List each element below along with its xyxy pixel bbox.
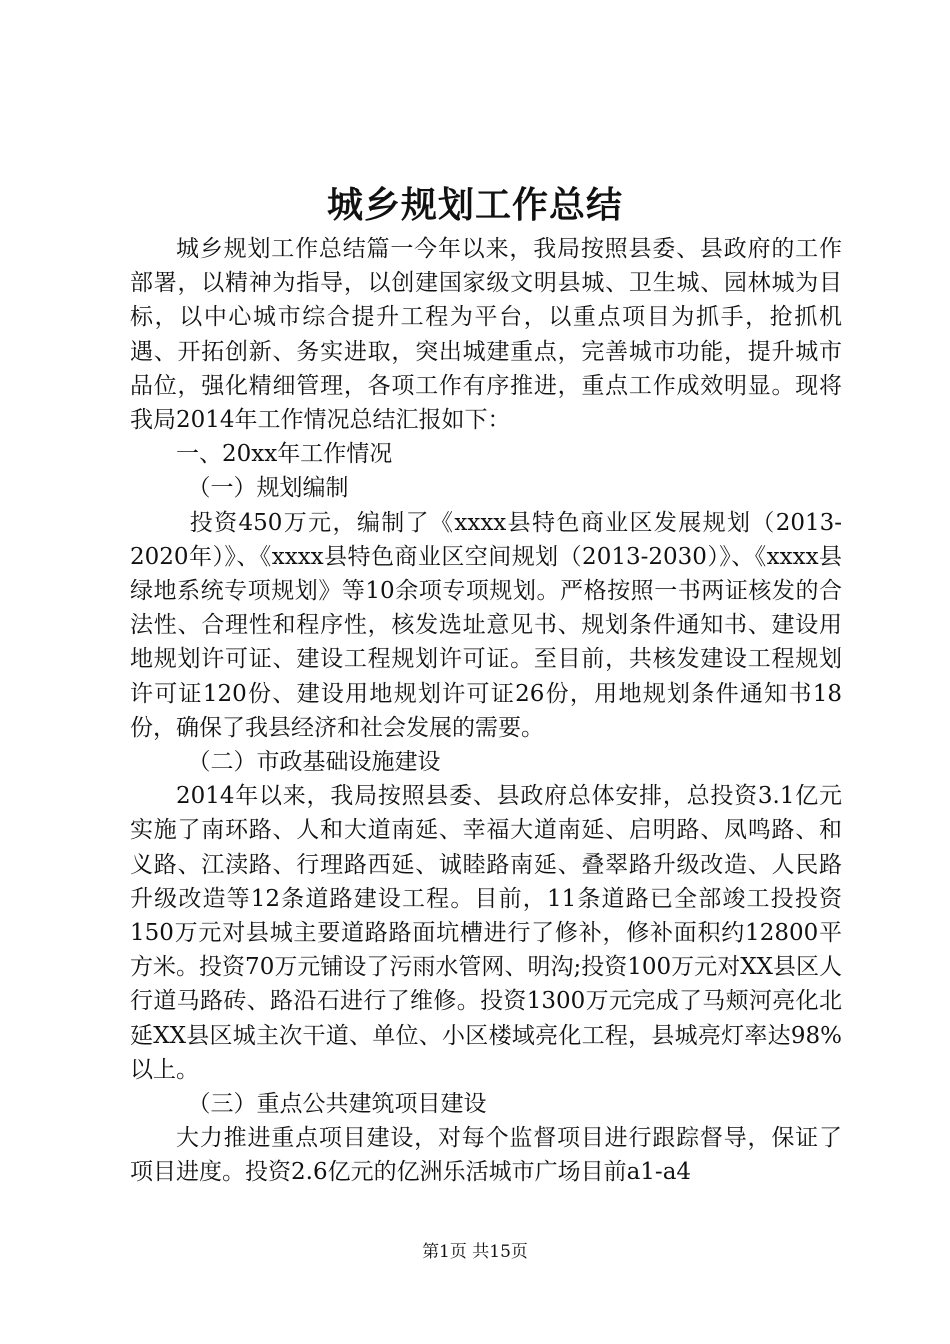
subsection-heading-public-buildings: （三）重点公共建筑项目建设 — [187, 1091, 487, 1118]
subsection-heading-infrastructure: （二）市政基础设施建设 — [187, 749, 441, 776]
planning-paragraph: 投资450万元，编制了《xxxx县特色商业区发展规划（2013-2020年）》、《xxxx县特色商业区空间规划（2013-2030）》、《xxxx县绿地系统专项规划》等10余项专项规划。严格按照一书两证核发的合法性、合理性和程序性，核发选址意见书、规划条件通知书、建设用地规划许可证、建设工程规划许可证。至目前，共核发建设工程规划许可证120份、建设用地规划许可证26份，用地规划条件通知书18份，确保了我县经济和社会发展的需要。 — [130, 509, 842, 741]
document-title: 城乡规划工作总结 — [326, 184, 623, 226]
page-number-footer: 第1页 共15页 — [422, 1242, 528, 1262]
section-heading-work-status: 一、20xx年工作情况 — [176, 441, 393, 468]
subsection-heading-planning: （一）规划编制 — [187, 475, 349, 502]
infrastructure-paragraph: 2014年以来，我局按照县委、县政府总体安排，总投资3.1亿元实施了南环路、人和大道南延、幸福大道南延、启明路、凤鸣路、和义路、江渎路、行理路西延、诚睦路南延、叠翠路升级改造、人民路升级改造等12条道路建设工程。目前，11条道路已全部竣工投投资150万元对县城主要道路路面坑槽进行了修补，修补面积约12800平方米。投资70万元铺设了污雨水管网、明沟;投资100万元对XX县区人行道马路砖、路沿石进行了维修。投资1300万元完成了马颊河亮化北延XX县区城主次干道、单位、小区楼域亮化工程，县城亮灯率达98%以上。 — [130, 783, 842, 1083]
document-body — [130, 232, 842, 1190]
intro-paragraph: 城乡规划工作总结篇一今年以来，我局按照县委、县政府的工作部署，以精神为指导，以创建国家级文明县城、卫生城、园林城为目标，以中心城市综合提升工程为平台，以重点项目为抓手，抢抓机遇、开拓创新、务实进取，突出城建重点，完善城市功能，提升城市品位，强化精细管理，各项工作有序推进，重点工作成效明显。现将我局2014年工作情况总结汇报如下： — [130, 236, 842, 434]
public-buildings-paragraph: 大力推进重点项目建设，对每个监督项目进行跟踪督导，保证了项目进度。投资2.6亿元的亿洲乐活城市广场目前a1-a4 — [130, 1125, 842, 1186]
